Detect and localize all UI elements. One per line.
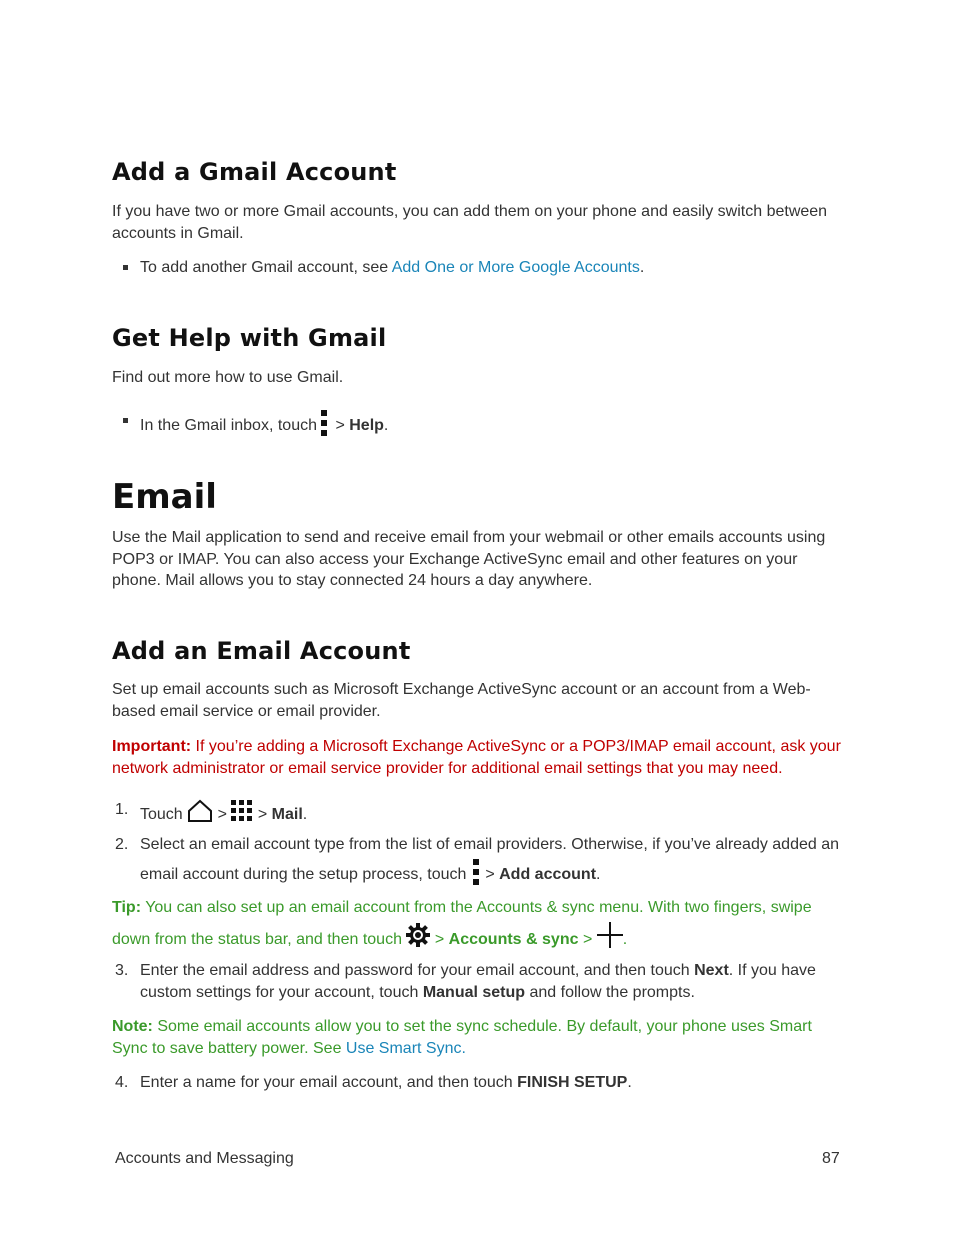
heading-add-gmail-account: Add a Gmail Account — [112, 158, 397, 186]
chapter-title-email: Email — [112, 477, 217, 517]
note-notice: Note: Some email accounts allow you to set the sync schedule. By default, your phone uses Smart Sync to save battery power. See Use Smart Sync. — [112, 1018, 812, 1057]
add-icon — [597, 922, 623, 948]
link-add-google-accounts[interactable]: Add One or More Google Accounts — [391, 259, 640, 276]
link-use-smart-sync[interactable]: Use Smart Sync. — [345, 1039, 466, 1057]
bullet-marker — [123, 418, 128, 423]
apps-icon — [231, 800, 253, 822]
home-icon — [187, 799, 213, 823]
menu-icon — [471, 859, 481, 885]
heading-add-email-account: Add an Email Account — [112, 637, 411, 665]
tip-notice: Tip: You can also set up an email account from the Accounts & sync menu. With two fingers, swipe down from the status bar, and then touch > Accounts & sync > . — [112, 899, 812, 948]
gmail-account-intro: If you have two or more Gmail accounts, you can add them on your phone and easily switch between accounts in Gmail. — [112, 203, 828, 242]
bullet-text: To add another Gmail account, see — [140, 259, 392, 276]
heading-get-help-gmail: Get Help with Gmail — [112, 324, 387, 352]
menu-icon — [319, 410, 329, 436]
email-intro: Use the Mail application to send and receive email from your webmail or other emails accounts using POP3 or IMAP. You can also access your Exchange ActiveSync email and other features on your phone. Mail allows you to stay connected 24 hours a day anywhere. — [112, 529, 826, 589]
settings-icon — [406, 923, 430, 947]
footer-section-title: Accounts and Messaging — [115, 1150, 294, 1167]
important-notice: Important: If you’re adding a Microsoft Exchange ActiveSync or a POP3/IMAP email account, ask your network administrator or email service provider for additional email settings that you may need. — [112, 738, 841, 777]
footer-page-number: 87 — [822, 1150, 840, 1167]
gmail-help-intro: Find out more how to use Gmail. — [112, 369, 344, 386]
add-email-intro: Set up email accounts such as Microsoft Exchange ActiveSync account or an account from a Web-based email service or email provider. — [112, 681, 811, 720]
bullet-marker — [123, 265, 128, 270]
